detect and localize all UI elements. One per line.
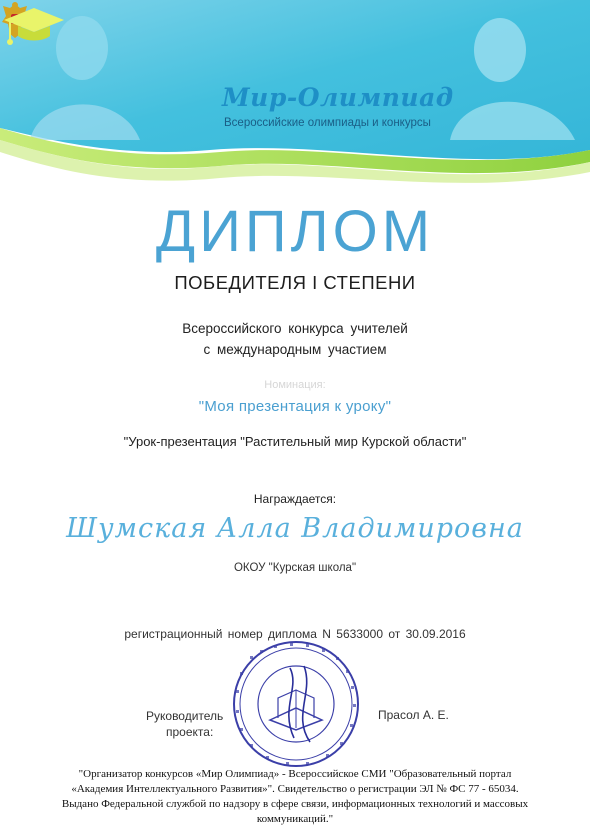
leader-label-line-2: проекта:	[166, 725, 214, 739]
logo-title: Мир-Олимпиад	[222, 83, 454, 112]
contest-line-2: с международным участием	[203, 342, 387, 357]
diploma-degree: ПОБЕДИТЕЛЯ I СТЕПЕНИ	[174, 272, 416, 293]
recipient-name: Шумская Алла Владимировна	[66, 513, 524, 544]
registration-number: регистрационный номер диплома N 5633000 от 30.09.2016	[124, 627, 466, 641]
recipient-organization: ОКОУ "Курская школа"	[233, 562, 357, 574]
footer-legal-text: "Организатор конкурсов «Мир Олимпиад» - Всероссийское СМИ "Образовательный портал «Академия Интеллектуального Развития»". Свидетельство о регистрации ЭЛ № ФС 77 - 65034. Выдано Федеральной службой по надзору в сфере связи, информационных технологий и массовых коммуникаций."	[61, 768, 529, 825]
work-title: "Урок-презентация "Растительный мир Курской области"	[123, 434, 467, 449]
leader-label-line-1: Руководитель	[146, 709, 224, 723]
contest-line-1: Всероссийского конкурса учителей	[182, 321, 408, 336]
leader-label	[146, 708, 223, 740]
awarded-label: Награждается:	[253, 492, 337, 506]
diploma-title: ДИПЛОМ	[155, 199, 435, 264]
leader-name: Прасол А. Е.	[378, 708, 449, 722]
nomination-label: Номинация:	[264, 379, 326, 391]
graduation-cap-icon	[0, 0, 66, 50]
nomination-value: "Моя презентация к уроку"	[198, 398, 392, 415]
logo-subtitle: Всероссийские олимпиады и конкурсы	[224, 117, 431, 129]
header-banner	[0, 0, 590, 195]
official-stamp-icon	[230, 638, 362, 770]
